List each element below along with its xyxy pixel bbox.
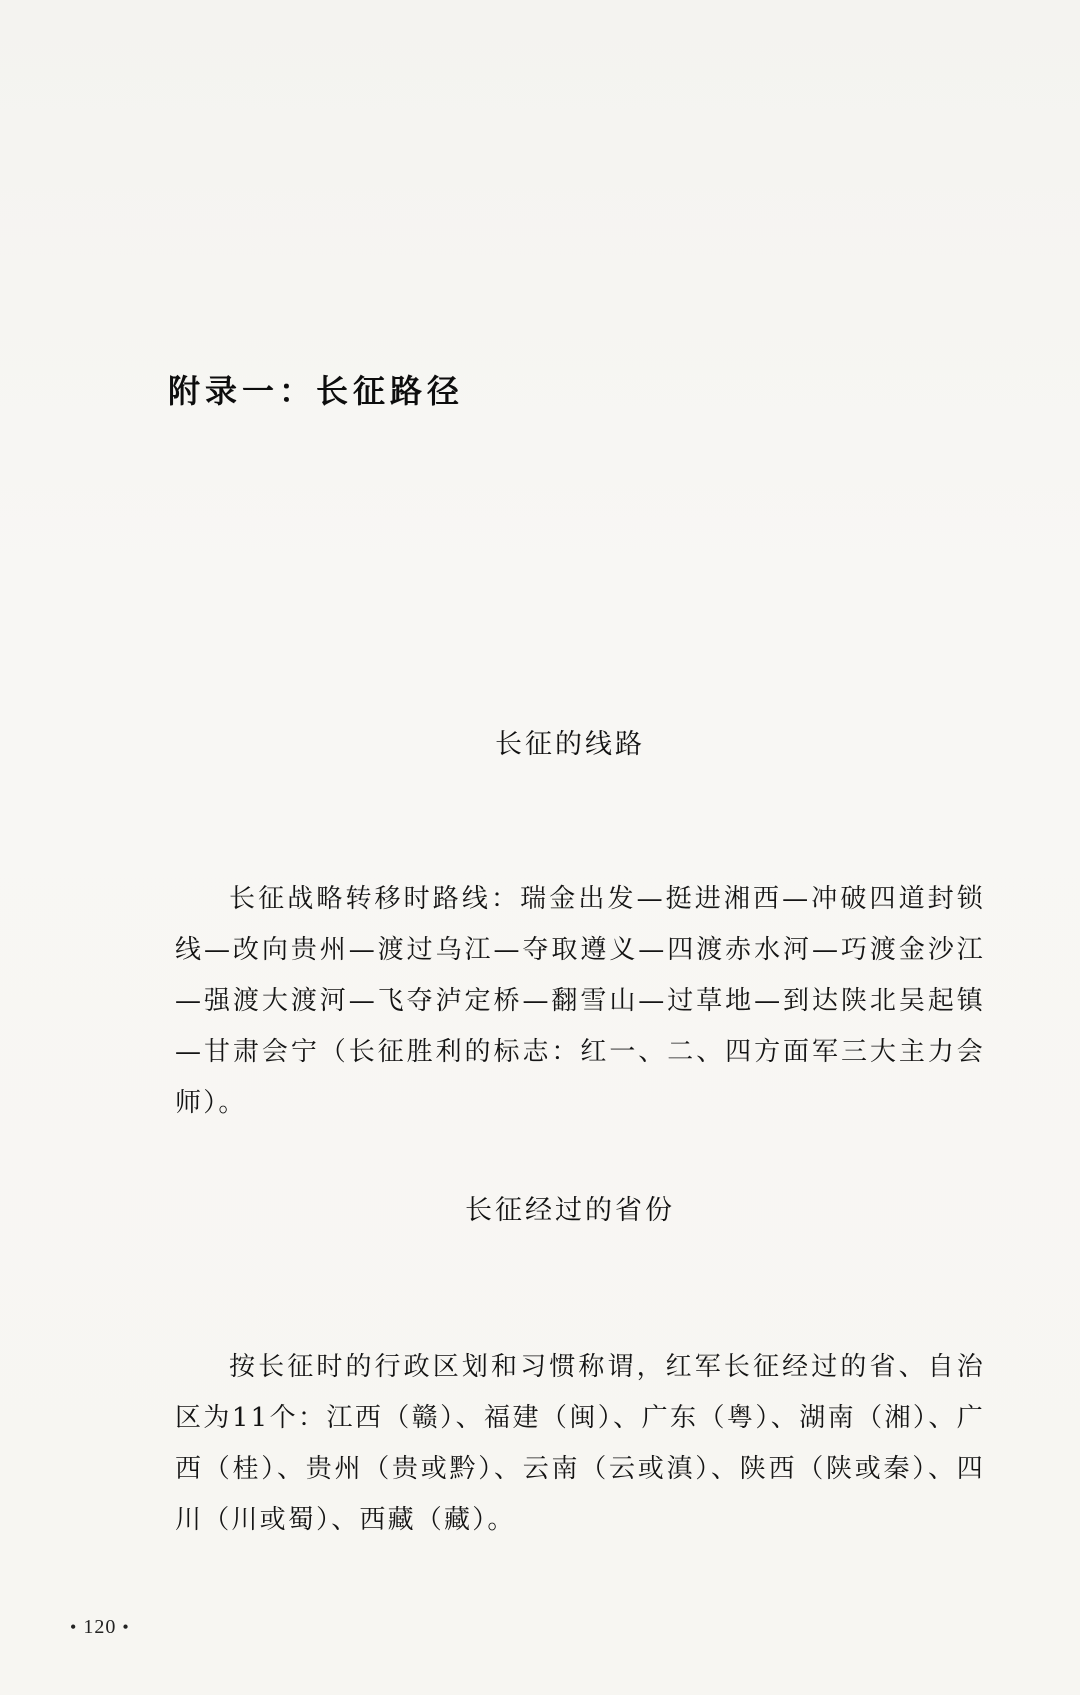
- page-number-left-dot: •: [70, 1617, 78, 1637]
- appendix-title: 附录一：长征路径: [168, 372, 465, 410]
- paragraph-provinces: 按长征时的行政区划和习惯称谓，红军长征经过的省、自治区为11个：江西（赣）、福建（闽）、广东（粤）、湖南（湘）、广西（桂）、贵州（贵或黔）、云南（云或滇）、陕西（陕或秦）、四川（川或蜀）、西藏（藏）。: [175, 1352, 985, 1535]
- page-number-right-dot: •: [122, 1617, 130, 1637]
- section-heading-provinces: 长征经过的省份: [465, 1195, 675, 1226]
- page-number-value: 120: [83, 1616, 117, 1638]
- page-number: [64, 1616, 136, 1639]
- section-heading-route: 长征的线路: [495, 729, 645, 760]
- paragraph-route: 长征战略转移时路线：瑞金出发—挺进湘西—冲破四道封锁线—改向贵州—渡过乌江—夺取遵义—四渡赤水河—巧渡金沙江—强渡大渡河—飞夺泸定桥—翻雪山—过草地—到达陕北吴起镇—甘肃会宁（长征胜利的标志：红一、二、四方面军三大主力会师）。: [175, 884, 985, 1118]
